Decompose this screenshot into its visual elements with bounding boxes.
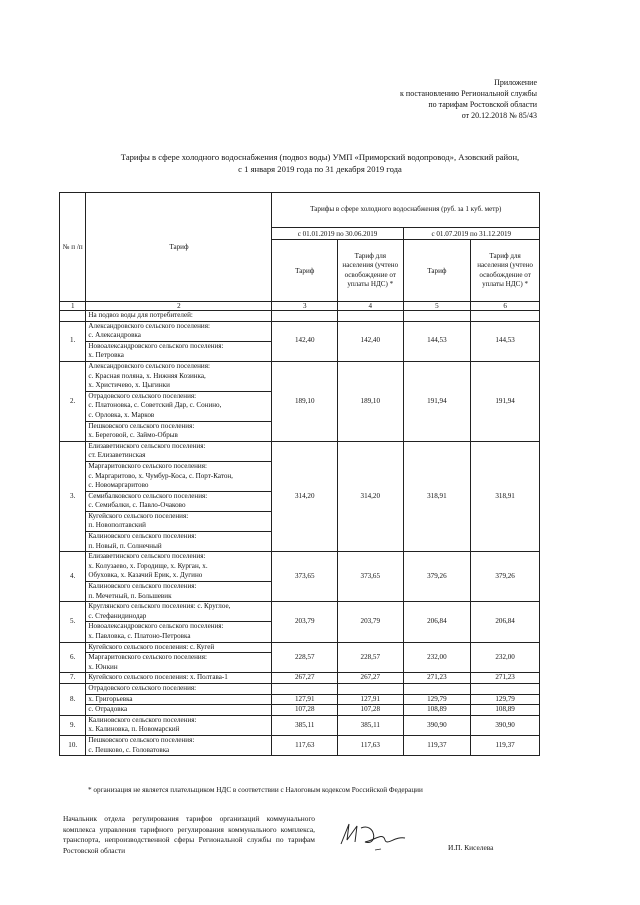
- settlement-cell: [86, 461, 272, 491]
- tariff-value: 390,90: [403, 715, 471, 735]
- header-period-2: с 01.07.2019 по 31.12.2019: [403, 228, 539, 240]
- tariff-value: 203,79: [338, 602, 404, 642]
- tariff-value: 129,79: [403, 694, 471, 705]
- settlement-cell: [86, 622, 272, 642]
- settlement-line: Кугейского сельского поселения:: [88, 511, 189, 520]
- settlement-line: п. Новополтавский: [88, 521, 146, 530]
- settlement-line: с. Маргаритово, х. Чумбур-Коса, с. Порт-Катон,: [88, 471, 233, 480]
- tariff-value: 117,63: [338, 735, 404, 755]
- settlement-line: Калиновского сельского поселения:: [88, 715, 197, 724]
- tariff-value: 314,20: [272, 441, 338, 552]
- tariff-value: 232,00: [471, 642, 540, 673]
- appendix-header: [400, 77, 537, 121]
- tariff-value: 314,20: [338, 441, 404, 552]
- settlement-line: Пешковского сельского поселения:: [88, 735, 195, 744]
- tariff-value: 107,28: [272, 705, 338, 716]
- tariff-value: 271,23: [403, 673, 471, 684]
- row-number: 3.: [60, 441, 86, 552]
- colnum: 2: [86, 302, 272, 311]
- settlement-line: ст. Елизаветинская: [88, 451, 146, 460]
- settlement-line: Калиновского сельского поселения:: [88, 582, 197, 591]
- settlement-cell: [86, 552, 272, 582]
- tariff-value: 379,26: [403, 552, 471, 602]
- signatory-position: Начальник отдела регулирования тарифов организаций коммунального комплекса управления тарифного регулирования коммунального комплекса, транспорта, непроизводственной сферы Региональной службы по тарифам Ростовской области: [63, 814, 315, 855]
- table-row: [60, 705, 540, 716]
- settlement-line: с. Пешково, с. Головатовка: [88, 745, 170, 754]
- row-number: 9.: [60, 715, 86, 735]
- tariff-value: 189,10: [338, 361, 404, 441]
- settlement-cell: [86, 341, 272, 361]
- settlement-cell: [86, 532, 272, 552]
- settlement-line: с. Семибалки, с. Павло-Очаково: [88, 501, 186, 510]
- settlement-cell: [86, 391, 272, 421]
- tariff-value: 191,94: [403, 361, 471, 441]
- tariff-value: 390,90: [471, 715, 540, 735]
- colnum: 1: [60, 302, 86, 311]
- settlement-line: с. Новомаргаритово: [88, 481, 149, 490]
- settlement-cell: [86, 491, 272, 511]
- header-group: Тарифы в сфере холодного водоснабжения (руб. за 1 куб. метр): [272, 193, 540, 228]
- tariff-value: 127,91: [338, 694, 404, 705]
- settlement-line: с. Орловка, х. Марков: [88, 410, 155, 419]
- settlement-line: с. Александровка: [88, 331, 141, 340]
- row-number: 4.: [60, 552, 86, 602]
- tariff-value: 119,37: [471, 735, 540, 755]
- settlement-line: Елизаветинского сельского поселения:: [88, 441, 206, 450]
- table-row: [60, 683, 540, 694]
- table-row: [60, 735, 540, 755]
- header-period-1: с 01.01.2019 по 30.06.2019: [272, 228, 403, 240]
- tariff-value: 206,84: [403, 602, 471, 642]
- settlement-cell: [86, 441, 272, 461]
- settlement-line: х. Петровка: [88, 351, 124, 360]
- settlement-line: Обуховка, х. Казачий Ерик, х. Дугино: [88, 571, 203, 580]
- header-col-pop: Тариф для населения (учтено освобождение от уплаты НДС) *: [471, 240, 540, 302]
- header-col-tariff: Тариф: [403, 240, 471, 302]
- tariff-value: 142,40: [338, 321, 404, 361]
- tariff-value: 373,65: [338, 552, 404, 602]
- footnote: * организация не является плательщиком НДС в соответствии с Налоговым кодексом Российской Федерации: [88, 786, 423, 794]
- table-row: [60, 642, 540, 653]
- row-number: 5.: [60, 602, 86, 642]
- tariff-value: 108,89: [471, 705, 540, 716]
- section-label: На подвоз воды для потребителей:: [86, 311, 272, 322]
- tariff-value: 379,26: [471, 552, 540, 602]
- tariff-value: 127,91: [272, 694, 338, 705]
- title-line: Тарифы в сфере холодного водоснабжения (подвоз воды) УМП «Приморский водопровод», Азовский район,: [120, 152, 520, 162]
- settlement-line: Круглянского сельского поселения: с. Круглое,: [88, 602, 231, 611]
- settlement-line: Новоалександровского сельского поселения:: [88, 341, 224, 350]
- tariff-value: 228,57: [338, 642, 404, 673]
- handwritten-signature: [335, 818, 413, 854]
- settlement-cell: [86, 582, 272, 602]
- table-row: [60, 361, 540, 391]
- settlement-line: х. Калиновка, п. Новомарский: [88, 725, 180, 734]
- header-col-pop: Тариф для населения (учтено освобождение от уплаты НДС) *: [338, 240, 404, 302]
- table-row: [60, 715, 540, 735]
- settlement-line: Маргаритовского сельского поселения:: [88, 653, 207, 662]
- settlement-cell: [86, 361, 272, 391]
- settlement-line: с. Красная поляна, х. Нижняя Козинка,: [88, 371, 206, 380]
- row-number: 10.: [60, 735, 86, 755]
- settlement-line: Кугейского сельского поселения: х. Полтава-1: [88, 673, 228, 682]
- document-title: [88, 152, 552, 175]
- tariff-value: 318,91: [471, 441, 540, 552]
- colnum: 5: [403, 302, 471, 311]
- tariff-value: 385,11: [338, 715, 404, 735]
- settlement-cell: [86, 642, 272, 653]
- appendix-line: от 20.12.2018 № 85/43: [461, 111, 537, 120]
- table-row: [60, 441, 540, 461]
- row-number: 7.: [60, 673, 86, 684]
- settlement-cell: [86, 653, 272, 673]
- appendix-line: Приложение: [494, 78, 537, 87]
- colnum: 6: [471, 302, 540, 311]
- settlement-cell: [86, 511, 272, 531]
- table-row: [60, 552, 540, 582]
- settlement-line: х. Павловка, с. Платоно-Петровка: [88, 632, 191, 640]
- settlement-line: Александровского сельского поселения:: [88, 361, 210, 370]
- table-row: [60, 321, 540, 341]
- tariff-value: 271,23: [471, 673, 540, 684]
- settlement-line: с. Платоновка, с. Советский Дар, с. Сонино,: [88, 401, 222, 410]
- settlement-cell: [86, 715, 272, 735]
- settlement-line: Пешковского сельского поселения:: [88, 421, 195, 430]
- tariff-value: 117,63: [272, 735, 338, 755]
- settlement-line: х. Христичево, х. Цыгинки: [88, 381, 170, 390]
- tariff-value: 144,53: [403, 321, 471, 361]
- table-body: [60, 311, 540, 756]
- settlement-line: с. Стефанидинодар: [88, 611, 147, 620]
- tariff-value: 267,27: [272, 673, 338, 684]
- tariff-value: 108,89: [403, 705, 471, 716]
- tariff-value: 228,57: [272, 642, 338, 673]
- tariff-value: 206,84: [471, 602, 540, 642]
- tariff-value: 191,94: [471, 361, 540, 441]
- tariff-value: 232,00: [403, 642, 471, 673]
- colnum: 4: [338, 302, 404, 311]
- tariff-value: 144,53: [471, 321, 540, 361]
- settlement-line: Александровского сельского поселения:: [88, 321, 210, 330]
- tariff-value: 267,27: [338, 673, 404, 684]
- tariff-value: 119,37: [403, 735, 471, 755]
- header-col-tariff: Тариф: [272, 240, 338, 302]
- tariff-value: 189,10: [272, 361, 338, 441]
- title-line: с 1 января 2019 года по 31 декабря 2019 года: [238, 163, 402, 174]
- settlement-cell: [86, 673, 272, 684]
- settlement-cell: [86, 602, 272, 622]
- table-row: [60, 673, 540, 684]
- table-row: [60, 694, 540, 705]
- settlement-line: Елизаветинского сельского поселения:: [88, 552, 206, 561]
- settlement-line: х. Береговой, с. Займо-Обрыв: [88, 431, 178, 440]
- row-number: 6.: [60, 642, 86, 673]
- row-label: с. Отрадовка: [86, 705, 272, 716]
- tariff-value: 129,79: [471, 694, 540, 705]
- colnum: 3: [272, 302, 338, 311]
- settlement-line: п. Новый, п. Солнечный: [88, 541, 162, 550]
- settlement-line: х. Юнкин: [88, 662, 118, 671]
- tariff-table: [59, 192, 540, 756]
- tariff-value: 373,65: [272, 552, 338, 602]
- tariff-value: 203,79: [272, 602, 338, 642]
- settlement-line: Семибалковского сельского поселения:: [88, 491, 208, 500]
- header-num: № п /п: [60, 193, 86, 302]
- tariff-value: 107,28: [338, 705, 404, 716]
- settlement-line: Маргаритовского сельского поселения:: [88, 461, 207, 470]
- settlement-line: Калиновского сельского поселения:: [88, 532, 197, 541]
- settlement-cell: [86, 735, 272, 755]
- row-label: х. Григорьевка: [86, 694, 272, 705]
- tariff-value: 385,11: [272, 715, 338, 735]
- signatory-name: И.П. Киселева: [448, 843, 494, 852]
- row-number: 1.: [60, 321, 86, 361]
- table-row: [60, 602, 540, 622]
- appendix-line: к постановлению Региональной службы: [400, 89, 537, 98]
- settlement-line: Кугейского сельского поселения: с. Кугей: [88, 642, 215, 651]
- tariff-value: 142,40: [272, 321, 338, 361]
- settlement-line: х. Колузаево, х. Городище, х. Курган, х.: [88, 561, 208, 570]
- settlement-line: Отрадовского сельского поселения:: [88, 391, 197, 400]
- settlement-line: п. Мечетный, п. Большевик: [88, 591, 172, 600]
- tariff-value: 318,91: [403, 441, 471, 552]
- settlement-cell: [86, 321, 272, 341]
- settlement-cell: [86, 421, 272, 441]
- header-tariff: Тариф: [86, 193, 272, 302]
- settlement-line: Новоалександровского сельского поселения:: [88, 622, 224, 631]
- appendix-line: по тарифам Ростовской области: [428, 100, 537, 109]
- row-number: 2.: [60, 361, 86, 441]
- row-subheader: Отрадовского сельского поселения:: [86, 683, 272, 694]
- row-number: 8.: [60, 683, 86, 715]
